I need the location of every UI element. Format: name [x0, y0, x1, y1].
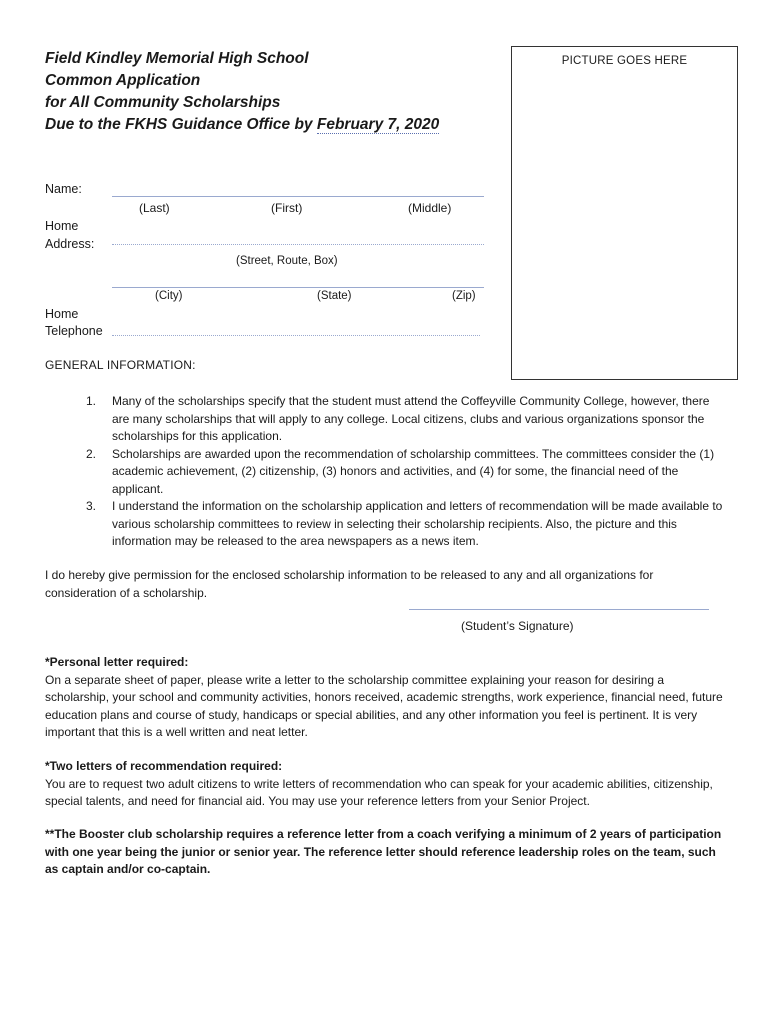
list-item — [86, 393, 726, 446]
list-item-number: 1. — [86, 394, 97, 408]
name-label: Name: — [45, 182, 82, 196]
name-first-hint: (First) — [271, 201, 303, 215]
booster-club-note: **The Booster club scholarship requires a reference letter from a coach verifying a minimum of 2 years of participation with one year being the junior or senior year. The reference letter should reference leadership roles on the team, such as captain and/or co-captain. — [45, 827, 722, 876]
list-item-text: I understand the information on the scholarship application and letters of recommendation will be made available to various scholarship committees to review in selecting their scholarship recipients. Also, the picture and this information may be released to the area newspapers as a news item. — [112, 499, 723, 548]
state-hint: (State) — [317, 290, 352, 302]
signature-label: (Student’s Signature) — [461, 619, 574, 633]
telephone-label: Telephone — [45, 324, 103, 338]
due-prefix: Due to the FKHS Guidance Office by — [45, 116, 317, 133]
name-field[interactable] — [112, 196, 484, 197]
recommendation-heading: *Two letters of recommendation required: — [45, 759, 283, 773]
application-scope: for All Community Scholarships — [45, 94, 281, 111]
school-name: Field Kindley Memorial High School — [45, 50, 309, 67]
permission-statement: I do hereby give permission for the enclosed scholarship information to be released to any and all organizations for consideration of a scholarship. — [45, 568, 654, 600]
home-label: Home — [45, 219, 79, 233]
due-line — [45, 114, 439, 136]
city-state-zip-field[interactable] — [112, 287, 484, 288]
name-middle-hint: (Middle) — [408, 201, 452, 215]
home-telephone-label-1: Home — [45, 307, 79, 321]
street-hint: (Street, Route, Box) — [236, 255, 338, 267]
city-hint: (City) — [155, 290, 183, 302]
list-item-number: 2. — [86, 446, 97, 461]
recommendation-text: You are to request two adult citizens to write letters of recommendation who can speak for your academic abilities, citizenship, special talents, and need for financial aid. You may use your reference letters from your Senior Project. — [45, 776, 713, 808]
zip-hint: (Zip) — [452, 290, 476, 302]
list-item — [86, 446, 726, 499]
picture-box-label: PICTURE GOES HERE — [561, 55, 688, 67]
recommendation-section — [45, 758, 725, 811]
personal-letter-heading: *Personal letter required: — [45, 655, 189, 669]
application-title: Common Application — [45, 72, 201, 89]
address-label: Address: — [45, 237, 95, 251]
street-address-field[interactable] — [112, 244, 484, 245]
signature-field[interactable] — [409, 609, 709, 610]
telephone-field[interactable] — [112, 335, 480, 336]
personal-letter-section — [45, 654, 725, 742]
list-item-number: 3. — [86, 499, 97, 513]
name-last-hint: (Last) — [139, 201, 170, 215]
list-item-text: Scholarships are awarded upon the recommendation of scholarship committees. The committees consider the (1) academic achievement, (2) citizenship, (3) honors and activities, and (4) for some, the financial need of the applicant. — [112, 446, 715, 496]
general-info-heading: GENERAL INFORMATION: — [45, 358, 196, 372]
general-info-list — [86, 393, 726, 551]
personal-letter-text: On a separate sheet of paper, please write a letter to the scholarship committee explaining your reason for desiring a scholarship, your school and community activities, honors received, academic strengths, work experience, financial need, future education plans and course of study, handicaps or special abilities, and any other information you feel is pertinent. It is very important that this is a well written and neat letter. — [45, 672, 723, 739]
picture-box[interactable] — [511, 46, 738, 380]
due-date: February 7, 2020 — [316, 116, 440, 133]
list-item-text: Many of the scholarships specify that the student must attend the Coffeyville Community College, however, there are many scholarships that will apply to any college. Local citizens, clubs and various organizations sponsor the scholarships for this application. — [112, 394, 710, 443]
list-item — [86, 498, 726, 551]
